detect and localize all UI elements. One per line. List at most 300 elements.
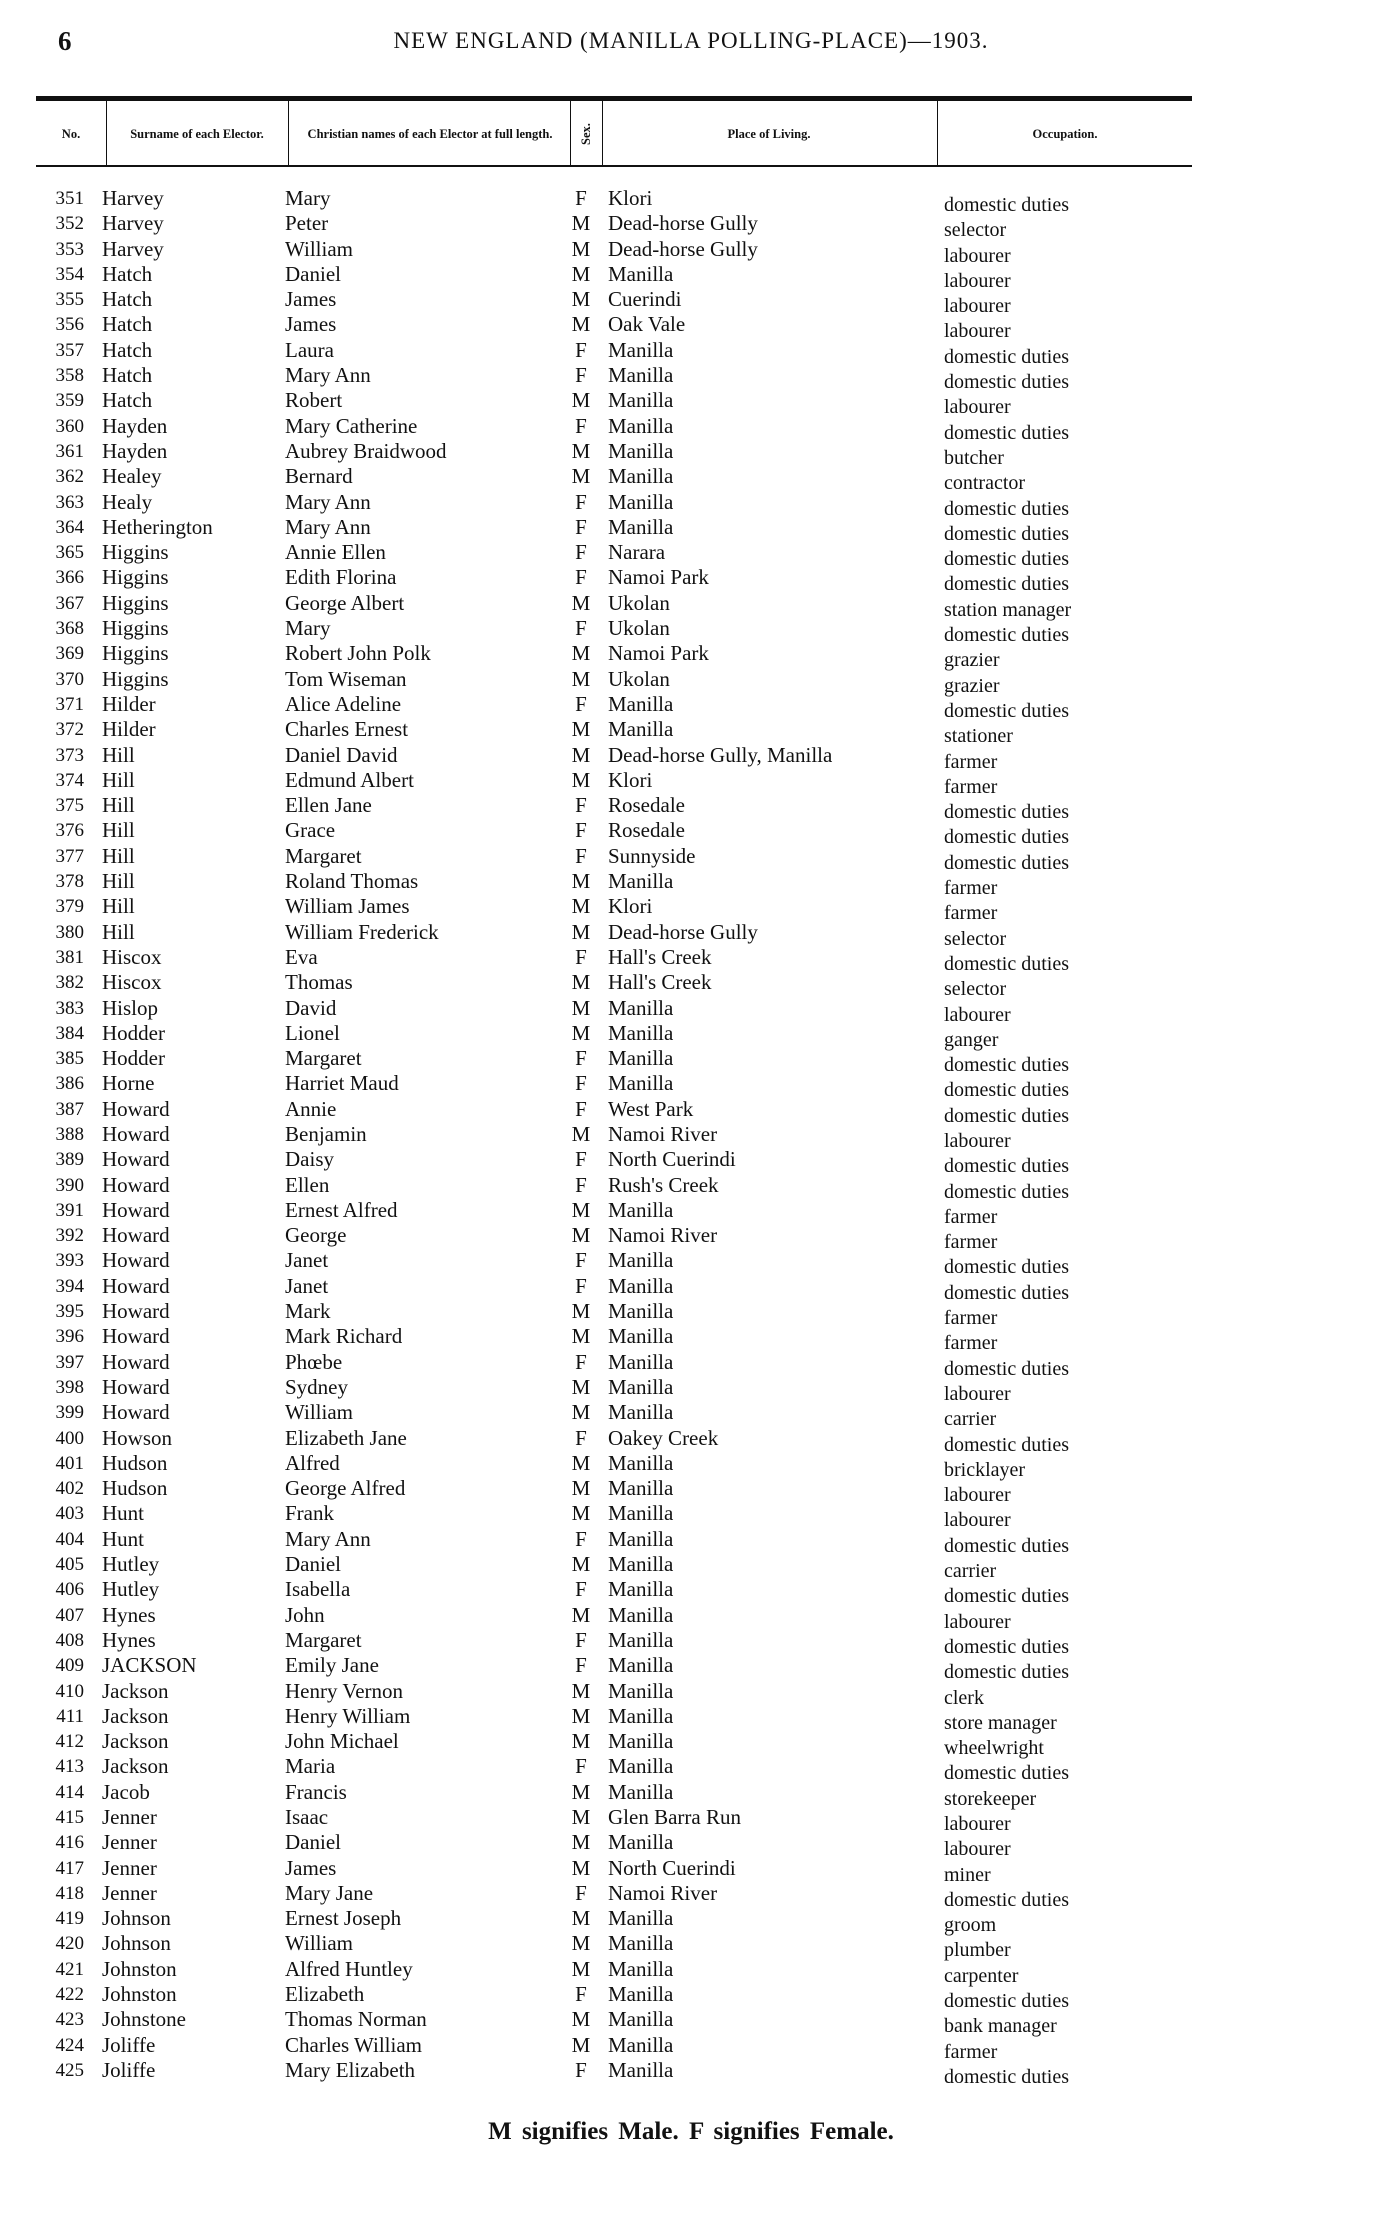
elector-sex: M — [571, 1374, 591, 1399]
elector-place-of-living: Narara — [608, 540, 666, 565]
elector-sex: F — [575, 818, 587, 843]
table-row — [0, 1577, 1382, 1608]
elector-place-of-living: Namoi River — [608, 1223, 718, 1248]
table-row — [0, 1627, 1382, 1658]
elector-surname: Jackson — [102, 1729, 169, 1754]
elector-occupation: domestic duties — [944, 345, 1069, 368]
table-row — [0, 666, 1382, 697]
elector-number: 377 — [55, 845, 84, 867]
elector-place-of-living: Manilla — [608, 1071, 674, 1096]
table-row — [0, 287, 1382, 318]
elector-occupation: farmer — [944, 877, 998, 900]
table-row — [0, 1678, 1382, 1709]
elector-sex: M — [571, 1729, 591, 1754]
table-row — [0, 1121, 1382, 1152]
elector-place-of-living: Manilla — [608, 388, 674, 413]
elector-surname: Hayden — [102, 438, 168, 463]
table-row — [0, 1374, 1382, 1405]
elector-occupation: farmer — [944, 1231, 998, 1254]
elector-number: 388 — [55, 1123, 84, 1145]
elector-occupation: farmer — [944, 775, 998, 798]
elector-surname: Jenner — [102, 1830, 157, 1855]
elector-occupation: clerk — [944, 1686, 984, 1709]
elector-christian-names: Tom Wiseman — [285, 666, 407, 691]
elector-occupation: domestic duties — [944, 1054, 1069, 1077]
elector-christian-names: John — [285, 1602, 325, 1627]
elector-christian-names: Edith Florina — [285, 565, 397, 590]
table-row — [0, 843, 1382, 874]
elector-surname: Howard — [102, 1223, 170, 1248]
elector-occupation: domestic duties — [944, 1433, 1069, 1456]
elector-place-of-living: Klori — [608, 894, 653, 919]
elector-place-of-living: Manilla — [608, 1552, 674, 1577]
table-row — [0, 438, 1382, 469]
elector-occupation: carpenter — [944, 1964, 1019, 1987]
table-row — [0, 995, 1382, 1026]
table-row — [0, 1299, 1382, 1330]
elector-place-of-living: Ukolan — [608, 590, 670, 615]
elector-surname: Hunt — [102, 1501, 144, 1526]
column-header-no: No. — [61, 127, 81, 141]
elector-occupation: labourer — [944, 1509, 1011, 1532]
elector-occupation: miner — [944, 1863, 991, 1886]
elector-occupation: labourer — [944, 1610, 1011, 1633]
elector-place-of-living: Oak Vale — [608, 312, 686, 337]
elector-christian-names: Mary Jane — [285, 1880, 374, 1905]
table-row — [0, 793, 1382, 824]
elector-number: 367 — [55, 592, 84, 614]
elector-number: 364 — [55, 516, 84, 538]
elector-sex: M — [571, 641, 591, 666]
elector-surname: Hudson — [102, 1450, 168, 1475]
elector-occupation: carrier — [944, 1408, 997, 1431]
table-row — [0, 186, 1382, 216]
elector-sex: M — [571, 1703, 591, 1728]
elector-surname: Howard — [102, 1096, 170, 1121]
elector-place-of-living: Manilla — [608, 2032, 674, 2057]
elector-surname: Harvey — [102, 211, 164, 236]
elector-surname: Hill — [102, 793, 135, 818]
elector-surname: Hilder — [102, 691, 156, 716]
elector-sex: F — [575, 2057, 587, 2082]
table-row — [0, 1425, 1382, 1456]
elector-number: 419 — [55, 1908, 84, 1930]
elector-occupation: domestic duties — [944, 1256, 1069, 1279]
elector-surname: Hiscox — [102, 944, 162, 969]
elector-place-of-living: Manilla — [608, 1703, 674, 1728]
elector-christian-names: Daisy — [285, 1147, 334, 1172]
elector-number: 414 — [55, 1781, 84, 1803]
elector-christian-names: David — [285, 995, 337, 1020]
elector-sex: M — [571, 1931, 591, 1956]
table-row — [0, 1020, 1382, 1051]
elector-sex: F — [575, 489, 587, 514]
elector-place-of-living: Hall's Creek — [608, 970, 712, 995]
elector-number: 384 — [55, 1022, 84, 1044]
elector-christian-names: John Michael — [285, 1729, 399, 1754]
elector-occupation: farmer — [944, 1332, 998, 1355]
elector-number: 413 — [55, 1756, 84, 1778]
elector-occupation: ganger — [944, 1028, 999, 1051]
elector-place-of-living: Manilla — [608, 1299, 674, 1324]
elector-place-of-living: Cuerindi — [608, 287, 682, 312]
elector-place-of-living: Manilla — [608, 1982, 674, 2007]
elector-number: 404 — [55, 1528, 84, 1550]
elector-sex: M — [571, 742, 591, 767]
elector-sex: F — [575, 1349, 587, 1374]
elector-sex: M — [571, 1501, 591, 1526]
elector-sex: M — [571, 666, 591, 691]
elector-sex: F — [575, 1627, 587, 1652]
table-row — [0, 944, 1382, 975]
table-row — [0, 1526, 1382, 1557]
elector-sex: F — [575, 1982, 587, 2007]
elector-christian-names: Margaret — [285, 1046, 362, 1071]
elector-sex: M — [571, 919, 591, 944]
elector-sex: M — [571, 1223, 591, 1248]
column-header-occupation: Occupation. — [1032, 127, 1098, 141]
elector-place-of-living: Manilla — [608, 438, 674, 463]
elector-number: 387 — [55, 1098, 84, 1120]
elector-surname: Jacob — [102, 1779, 150, 1804]
table-row — [0, 1248, 1382, 1279]
elector-list — [0, 186, 1382, 2088]
elector-christian-names: Ellen Jane — [285, 793, 372, 818]
elector-sex: M — [571, 1197, 591, 1222]
elector-occupation: labourer — [944, 1484, 1011, 1507]
elector-sex: M — [571, 236, 591, 261]
elector-sex: M — [571, 1855, 591, 1880]
elector-surname: Higgins — [102, 666, 169, 691]
elector-surname: Hatch — [102, 287, 153, 312]
elector-sex: M — [571, 1299, 591, 1324]
elector-sex: M — [571, 1956, 591, 1981]
elector-number: 409 — [55, 1655, 84, 1677]
table-row — [0, 1197, 1382, 1228]
elector-christian-names: Ernest Joseph — [285, 1906, 402, 1931]
table-row — [0, 489, 1382, 520]
elector-place-of-living: North Cuerindi — [608, 1147, 736, 1172]
table-row — [0, 388, 1382, 419]
elector-sex: M — [571, 1906, 591, 1931]
elector-christian-names: Mary Ann — [285, 363, 371, 388]
elector-number: 405 — [55, 1554, 84, 1576]
elector-number: 407 — [55, 1604, 84, 1626]
table-row — [0, 818, 1382, 849]
elector-number: 421 — [55, 1958, 84, 1980]
elector-number: 380 — [55, 921, 84, 943]
elector-christian-names: Elizabeth Jane — [285, 1425, 407, 1450]
elector-occupation: grazier — [944, 674, 1000, 697]
elector-surname: Howard — [102, 1197, 170, 1222]
elector-place-of-living: North Cuerindi — [608, 1855, 736, 1880]
elector-surname: Hatch — [102, 337, 153, 362]
elector-surname: Johnstone — [102, 2007, 186, 2032]
table-row — [0, 337, 1382, 368]
elector-place-of-living: Manilla — [608, 1931, 674, 1956]
elector-occupation: domestic duties — [944, 548, 1069, 571]
table-row — [0, 970, 1382, 1001]
elector-christian-names: James — [285, 1855, 337, 1880]
elector-place-of-living: Dead-horse Gully, Manilla — [608, 742, 833, 767]
column-divider — [288, 101, 289, 165]
elector-sex: M — [571, 1121, 591, 1146]
table-row — [0, 1855, 1382, 1886]
elector-number: 379 — [55, 896, 84, 918]
elector-number: 425 — [55, 2059, 84, 2081]
table-row — [0, 1880, 1382, 1911]
elector-surname: Howard — [102, 1349, 170, 1374]
elector-place-of-living: Manilla — [608, 1729, 674, 1754]
elector-occupation: domestic duties — [944, 1585, 1069, 1608]
elector-occupation: store manager — [944, 1711, 1057, 1734]
elector-occupation: domestic duties — [944, 1661, 1069, 1684]
elector-surname: Hilder — [102, 717, 156, 742]
elector-number: 374 — [55, 769, 84, 791]
elector-place-of-living: Manilla — [608, 1906, 674, 1931]
elector-place-of-living: Manilla — [608, 691, 674, 716]
table-row — [0, 1779, 1382, 1810]
elector-christian-names: Elizabeth — [285, 1982, 365, 2007]
elector-christian-names: Charles Ernest — [285, 717, 409, 742]
elector-sex: F — [575, 1577, 587, 1602]
elector-occupation: contractor — [944, 472, 1026, 495]
table-row — [0, 1552, 1382, 1583]
elector-place-of-living: Manilla — [608, 261, 674, 286]
elector-sex: M — [571, 1678, 591, 1703]
table-row — [0, 1324, 1382, 1355]
elector-christian-names: Edmund Albert — [285, 767, 414, 792]
elector-christian-names: Mary — [285, 186, 331, 210]
elector-number: 396 — [55, 1326, 84, 1348]
elector-christian-names: Mark — [285, 1299, 331, 1324]
table-row — [0, 616, 1382, 647]
table-row — [0, 1223, 1382, 1254]
elector-place-of-living: Dead-horse Gully — [608, 919, 758, 944]
elector-place-of-living: Manilla — [608, 1956, 674, 1981]
elector-surname: Hill — [102, 894, 135, 919]
elector-surname: Hill — [102, 742, 135, 767]
elector-occupation: selector — [944, 978, 1007, 1001]
elector-sex: M — [571, 1450, 591, 1475]
elector-sex: M — [571, 869, 591, 894]
elector-number: 411 — [56, 1705, 84, 1727]
elector-sex: F — [575, 1273, 587, 1298]
elector-place-of-living: Manilla — [608, 363, 674, 388]
elector-surname: Jackson — [102, 1678, 169, 1703]
elector-number: 368 — [55, 618, 84, 640]
elector-occupation: domestic duties — [944, 826, 1069, 849]
elector-sex: F — [575, 1046, 587, 1071]
elector-place-of-living: Klori — [608, 767, 653, 792]
table-row — [0, 1349, 1382, 1380]
elector-number: 410 — [55, 1680, 84, 1702]
elector-place-of-living: Manilla — [608, 1020, 674, 1045]
elector-christian-names: Mary Ann — [285, 1526, 371, 1551]
table-row — [0, 1476, 1382, 1507]
elector-sex: F — [575, 1096, 587, 1121]
header-rule-top — [36, 96, 1192, 101]
table-row — [0, 590, 1382, 621]
elector-christian-names: Annie Ellen — [285, 540, 386, 565]
elector-christian-names: George Alfred — [285, 1476, 406, 1501]
elector-occupation: domestic duties — [944, 1990, 1069, 2013]
elector-surname: Higgins — [102, 590, 169, 615]
elector-christian-names: Alice Adeline — [285, 691, 402, 716]
table-row — [0, 919, 1382, 950]
elector-occupation: bricklayer — [944, 1458, 1026, 1481]
elector-place-of-living: Hall's Creek — [608, 944, 712, 969]
elector-surname: Hill — [102, 919, 135, 944]
elector-christian-names: Peter — [285, 211, 329, 236]
elector-sex: M — [571, 1552, 591, 1577]
elector-surname: Hutley — [102, 1577, 160, 1602]
elector-surname: Jackson — [102, 1703, 169, 1728]
elector-sex: M — [571, 995, 591, 1020]
elector-occupation: labourer — [944, 269, 1011, 292]
elector-number: 354 — [55, 263, 84, 285]
elector-place-of-living: Manilla — [608, 1627, 674, 1652]
elector-christian-names: Daniel — [285, 261, 341, 286]
elector-place-of-living: Namoi Park — [608, 565, 709, 590]
elector-christian-names: Daniel — [285, 1830, 341, 1855]
elector-sex: M — [571, 1602, 591, 1627]
column-header-christian: Christian names of each Elector at full length. — [307, 127, 553, 141]
elector-sex: F — [575, 1172, 587, 1197]
elector-place-of-living: Manilla — [608, 1577, 674, 1602]
elector-place-of-living: Manilla — [608, 1349, 674, 1374]
table-row — [0, 1729, 1382, 1760]
elector-christian-names: Grace — [285, 818, 336, 843]
elector-sex: M — [571, 717, 591, 742]
elector-christian-names: Henry Vernon — [285, 1678, 404, 1703]
elector-occupation: domestic duties — [944, 624, 1069, 647]
elector-place-of-living: Manilla — [608, 1779, 674, 1804]
elector-place-of-living: Manilla — [608, 464, 674, 489]
elector-christian-names: Harriet Maud — [285, 1071, 399, 1096]
elector-christian-names: William Frederick — [285, 919, 439, 944]
elector-occupation: domestic duties — [944, 801, 1069, 824]
table-row — [0, 641, 1382, 672]
table-row — [0, 1172, 1382, 1203]
elector-christian-names: William James — [285, 894, 410, 919]
elector-surname: Howson — [102, 1425, 173, 1450]
elector-christian-names: Thomas Norman — [285, 2007, 427, 2032]
elector-number: 381 — [55, 946, 84, 968]
table-row — [0, 1906, 1382, 1937]
elector-occupation: carrier — [944, 1560, 997, 1583]
elector-christian-names: Benjamin — [285, 1121, 367, 1146]
elector-occupation: domestic duties — [944, 1762, 1069, 1785]
elector-christian-names: Ernest Alfred — [285, 1197, 398, 1222]
elector-sex: F — [575, 186, 587, 210]
elector-occupation: stationer — [944, 725, 1013, 748]
elector-number: 423 — [55, 2009, 84, 2031]
elector-place-of-living: Manilla — [608, 995, 674, 1020]
elector-occupation: domestic duties — [944, 2065, 1069, 2088]
elector-number: 362 — [55, 466, 84, 488]
elector-number: 400 — [55, 1427, 84, 1449]
elector-surname: Joliffe — [102, 2032, 156, 2057]
elector-christian-names: Robert John Polk — [285, 641, 431, 666]
column-header-surname: Surname of each Elector. — [130, 127, 264, 141]
elector-place-of-living: Manilla — [608, 1273, 674, 1298]
elector-sex: F — [575, 793, 587, 818]
elector-number: 357 — [55, 339, 84, 361]
elector-occupation: selector — [944, 927, 1007, 950]
elector-surname: Hill — [102, 843, 135, 868]
elector-number: 416 — [55, 1832, 84, 1854]
elector-number: 397 — [55, 1351, 84, 1373]
elector-surname: Jenner — [102, 1855, 157, 1880]
elector-place-of-living: Manilla — [608, 1324, 674, 1349]
sex-legend: M signifies Male. F signifies Female. — [488, 2118, 894, 2145]
elector-christian-names: George — [285, 1223, 347, 1248]
elector-place-of-living: Dead-horse Gully — [608, 236, 758, 261]
elector-place-of-living: Manilla — [608, 1476, 674, 1501]
elector-surname: Hutley — [102, 1552, 160, 1577]
elector-sex: M — [571, 1805, 591, 1829]
elector-surname: Howard — [102, 1248, 170, 1273]
elector-surname: Higgins — [102, 616, 169, 641]
elector-surname: Hunt — [102, 1526, 144, 1551]
table-row — [0, 211, 1382, 242]
elector-number: 408 — [55, 1629, 84, 1651]
elector-occupation: groom — [944, 1914, 997, 1937]
elector-christian-names: Sydney — [285, 1374, 348, 1399]
page-title: NEW ENGLAND (MANILLA POLLING-PLACE)—1903. — [393, 28, 989, 53]
elector-christian-names: William — [285, 1400, 353, 1425]
column-header-sex — [571, 103, 601, 165]
elector-number: 360 — [55, 415, 84, 437]
table-row — [0, 514, 1382, 545]
table-row — [0, 1982, 1382, 2013]
elector-surname: Hatch — [102, 261, 153, 286]
elector-christian-names: Alfred Huntley — [285, 1956, 413, 1981]
elector-occupation: farmer — [944, 2040, 998, 2063]
table-row — [0, 464, 1382, 495]
table-row — [0, 236, 1382, 267]
elector-christian-names: Robert — [285, 388, 343, 413]
elector-sex: M — [571, 970, 591, 995]
elector-sex: M — [571, 1779, 591, 1804]
elector-place-of-living: Manilla — [608, 1602, 674, 1627]
elector-number: 366 — [55, 567, 84, 589]
elector-sex: M — [571, 2032, 591, 2057]
elector-christian-names: Alfred — [285, 1450, 340, 1475]
elector-surname: Howard — [102, 1147, 170, 1172]
elector-occupation: grazier — [944, 649, 1000, 672]
elector-sex: F — [575, 1880, 587, 1905]
elector-christian-names: Thomas — [285, 970, 353, 995]
elector-number: 401 — [55, 1452, 84, 1474]
elector-sex: F — [575, 691, 587, 716]
table-row — [0, 1501, 1382, 1532]
elector-occupation: domestic duties — [944, 421, 1069, 444]
table-row — [0, 1703, 1382, 1734]
column-header-sex-text: Sex. — [579, 123, 593, 145]
elector-place-of-living: Manilla — [608, 2057, 674, 2082]
elector-christian-names: Henry William — [285, 1703, 411, 1728]
elector-number: 415 — [55, 1807, 84, 1828]
elector-occupation: domestic duties — [944, 371, 1069, 394]
table-row — [0, 1400, 1382, 1431]
elector-occupation: bank manager — [944, 2015, 1057, 2038]
elector-place-of-living: Manilla — [608, 1678, 674, 1703]
table-row — [0, 691, 1382, 722]
elector-surname: Howard — [102, 1172, 170, 1197]
elector-christian-names: Bernard — [285, 464, 353, 489]
